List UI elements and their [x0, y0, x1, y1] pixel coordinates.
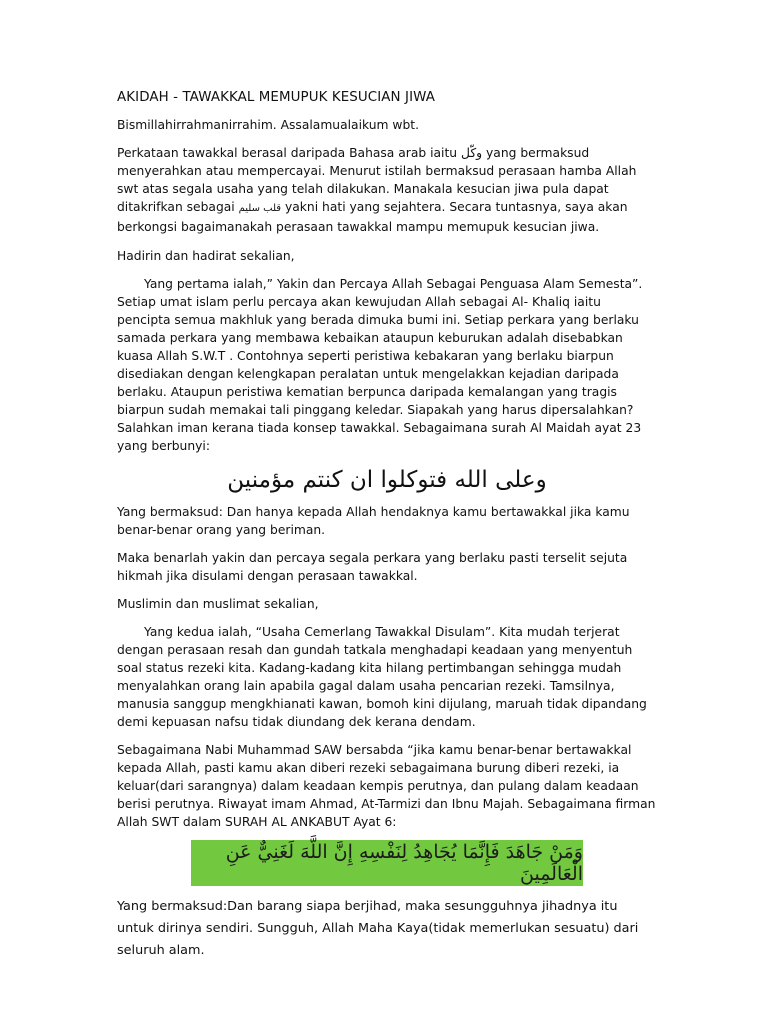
translation-al-ankabut: Yang bermaksud:Dan barang siapa berjihad, maka sesungguhnya jihadnya itu untuk dirinya sendiri. Sungguh, Allah Maha Kaya(tidak memerlukan sesuatu) dari seluruh alam.	[117, 899, 639, 958]
intro-text-a: Perkataan tawakkal berasal daripada Bahasa arab iaitu	[117, 146, 461, 160]
translation-al-maidah: Yang bermaksud: Dan hanya kepada Allah hendaknya kamu bertawakkal jika kamu benar-benar orang yang beriman.	[117, 505, 630, 537]
quran-verse-al-maidah: وعلى الله فتوكلوا ان كنتم مؤمنين	[227, 467, 547, 493]
address-muslimin: Muslimin dan muslimat sekalian,	[117, 597, 319, 611]
intro-text-b: yang bermaksud menyerahkan atau mempercayai. Menurut istilah bermaksud perasaan hamba Allah swt atas segala usaha yang telah dilakukan. Manakala kesucian jiwa pula dapat ditakrifkan sebagai	[117, 146, 637, 214]
intro-text-c: yakni hati yang sejahtera. Secara tuntasnya, saya akan berkongsi bagaimanakah perasaan tawakkal mampu memupuk kesucian jiwa.	[117, 200, 628, 234]
page-title: AKIDAH - TAWAKKAL MEMUPUK KESUCIAN JIWA	[117, 90, 436, 105]
ayah-text: وَمَنْ جَاهَدَ فَإِنَّمَا يُجَاهِدُ لِنَفْسِهِ إِنَّ اللَّهَ لَغَنِيٌّ عَنِ الْعَالَمِينَ	[225, 841, 583, 885]
arabic-word-wakkal: وكّل	[461, 146, 483, 160]
arabic-word-qalb-salim: قلب سليم	[238, 203, 282, 214]
point1-heading: Yang pertama ialah,” Yakin dan Percaya Allah Sebagai Penguasa Alam Semesta”.	[144, 277, 643, 291]
intro-paragraph	[117, 144, 657, 236]
hadith-paragraph: Sebagaimana Nabi Muhammad SAW bersabda “jika kamu benar-benar bertawakkal kepada Allah, pasti kamu akan diberi rezeki sebagaimana burung diberi rezeki, ia keluar(dari sarangnya) dalam keadaan kempis perutnya, dan pulang dalam keadaan berisi perutnya. Riwayat imam Ahmad, At-Tarmizi dan Ibnu Majah. Sebagaimana firman Allah SWT dalam SURAH AL ANKABUT Ayat 6:	[117, 743, 656, 829]
point1-body: Setiap umat islam perlu percaya akan kewujudan Allah sebagai Al- Khaliq iaitu pencipta semua makhluk yang berada dimuka bumi ini. Setiap perkara yang berlaku samada perkara yang membawa kebaikan ataupun keburukan adalah disebabkan kuasa Allah S.W.T . Contohnya seperti peristiwa kebakaran yang berlaku biarpun disediakan dengan kelengkapan peralatan untuk mengelakkan kejadian daripada berlaku. Ataupun peristiwa kematian berpunca daripada kemalangan yang tragis biarpun sudah memakai tali pinggang keledar. Siapakah yang harus dipersalahkan? Salahkan iman kerana tiada konsep tawakkal. Sebagaimana surah Al Maidah ayat 23 yang berbunyi:	[117, 295, 642, 453]
point2-paragraph: Yang kedua ialah, “Usaha Cemerlang Tawakkal Disulam”. Kita mudah terjerat dengan perasaan resah dan gundah tatkala menghadapi keadaan yang menyentuh soal status rezeki kita. Kadang-kadang kita hilang pertimbangan sehingga mudah menyalahkan orang lain apabila gagal dalam usaha pencarian rezeki. Tamsilnya, manusia sanggup mengkhianati kawan, bomoh kini dijulang, maruah tidak dipandang demi kepuasan nafsu tidak diundang dek kerana dendam.	[117, 625, 647, 729]
address-hadirin: Hadirin dan hadirat sekalian,	[117, 249, 295, 263]
document-page	[117, 88, 657, 962]
greeting-paragraph: Bismillahirrahmanirrahim. Assalamualaikum wbt.	[117, 118, 420, 132]
quran-verse-al-ankabut	[191, 840, 583, 886]
conclusion-paragraph: Maka benarlah yakin dan percaya segala perkara yang berlaku pasti terselit sejuta hikmah jika disulami dengan perasaan tawakkal.	[117, 551, 628, 583]
